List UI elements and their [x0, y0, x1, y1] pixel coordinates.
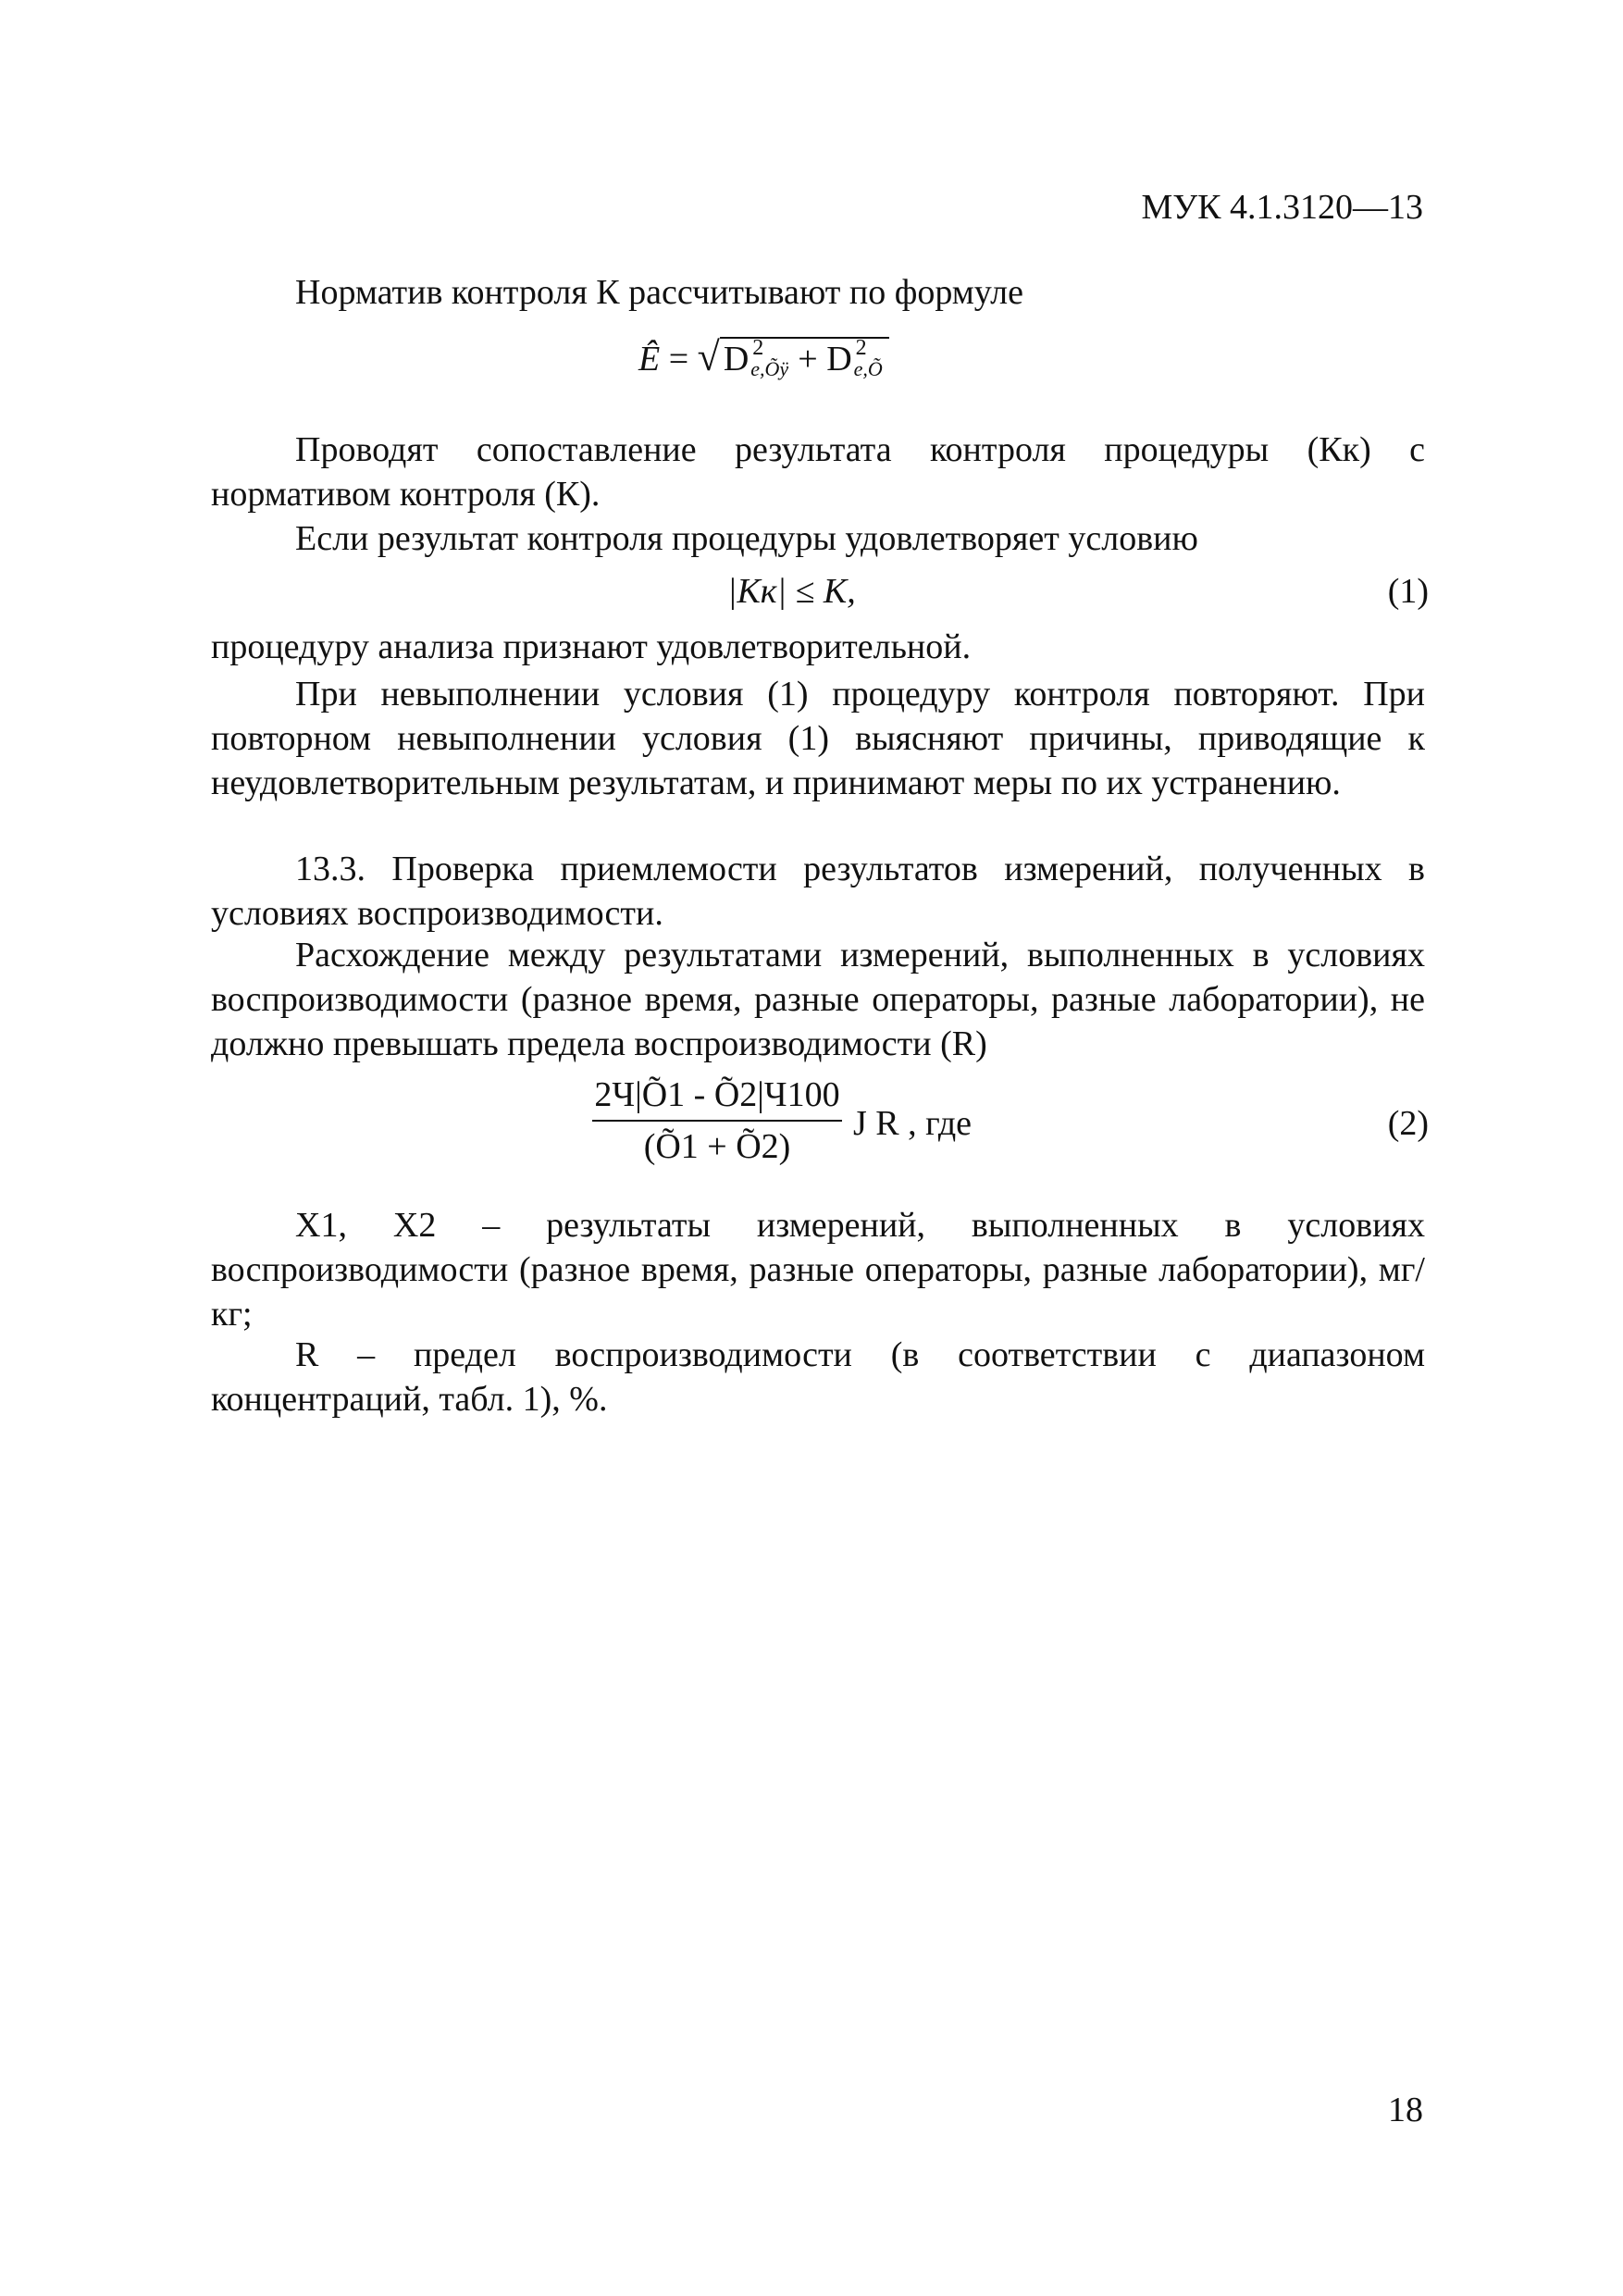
term-2-sup: 2 — [855, 336, 867, 360]
fraction-denominator: (Õ1 + Õ2) — [643, 1127, 791, 1166]
paragraph-norm-formula-intro: Норматив контроля К рассчитывают по формуле — [295, 273, 1023, 312]
term-1-sup: 2 — [752, 336, 764, 360]
page-number: 18 — [1388, 2091, 1423, 2129]
delta-term-1: D — [723, 340, 750, 379]
formula-control-norm — [638, 335, 889, 383]
formula-equals: = — [668, 340, 689, 379]
condition-2-relation: J R , где — [853, 1104, 973, 1143]
delta-term-2: D — [826, 340, 852, 379]
formula-plus: + — [798, 340, 818, 379]
condition-2-fraction — [592, 1074, 842, 1168]
paragraph-condition-intro: Если результат контроля процедуры удовлетворяет условию — [295, 519, 1198, 558]
term-1-indices — [749, 336, 789, 383]
sqrt-icon: √ — [697, 334, 720, 379]
paragraph-repeat-control: При невыполнении условия (1) процедуру контроля повторяют. При повторном невыполнении условия (1) выясняют причины, приводящие к неудовлетворительным результатам, и принимают меры по их устранению. — [211, 675, 1425, 802]
paragraph-procedure-accepted: процедуру анализа признают удовлетворительной. — [211, 627, 972, 666]
equation-number-2: (2) — [1387, 1104, 1429, 1143]
sqrt-radicand — [720, 337, 889, 383]
term-2-sub: e,Õ — [853, 357, 883, 380]
paragraph-definition-r: R – предел воспроизводимости (в соответствии с диапазоном концентраций, табл. 1), %. — [211, 1335, 1425, 1419]
fraction-numerator: 2Ч|Õ1 - Õ2|Ч100 — [592, 1074, 842, 1122]
condition-1-formula: |Kк| ≤ K, — [727, 572, 856, 611]
paragraph-reproducibility: Расхождение между результатами измерений, выполненных в условиях воспроизводимости (разное время, разные операторы, разные лаборатории), не должно превышать предела воспроизводимости (R) — [211, 936, 1425, 1063]
equation-number-1: (1) — [1387, 572, 1429, 611]
paragraph-definition-x: X1, X2 – результаты измерений, выполненных в условиях воспроизводимости (разное время, разные операторы, разные лаборатории), мг/кг; — [211, 1206, 1425, 1334]
paragraph-section-13-3: 13.3. Проверка приемлемости результатов измерений, полученных в условиях воспроизводимости. — [211, 850, 1425, 933]
document-code: МУК 4.1.3120—13 — [1141, 188, 1423, 227]
paragraph-comparison: Проводят сопоставление результата контроля процедуры (Кк) с нормативом контроля (К). — [211, 430, 1425, 514]
formula-lhs: Ê — [638, 340, 661, 379]
term-1-sub: e,Õÿ — [750, 357, 789, 380]
term-2-indices — [852, 336, 884, 383]
